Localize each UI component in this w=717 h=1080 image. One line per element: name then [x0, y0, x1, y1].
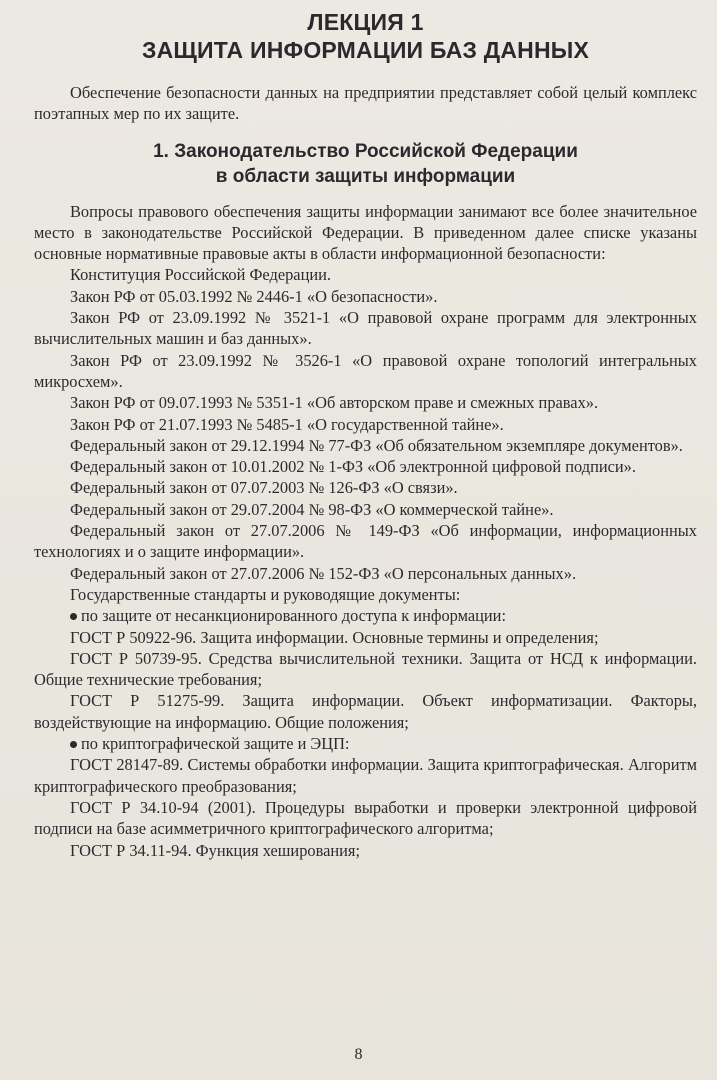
paragraph: Федеральный закон от 29.07.2004 № 98-ФЗ «О коммерческой тайне».	[70, 499, 554, 519]
paragraph: ГОСТ Р 34.11-94. Функция хеширования;	[70, 840, 361, 860]
paragraph: Закон РФ от 05.03.1992 № 2446-1 «О безопасности».	[70, 286, 438, 306]
paragraph: ГОСТ Р 50922-96. Защита информации. Основные термины и определения;	[70, 627, 599, 647]
bullet-icon	[70, 741, 77, 748]
paragraph: Федеральный закон от 07.07.2003 № 126-ФЗ «О связи».	[70, 478, 458, 498]
paragraph: ГОСТ 28147-89. Системы обработки информации. Защита криптографическая. Алгоритм криптографического преобразования;	[34, 755, 697, 796]
body-text	[34, 201, 697, 861]
paragraph: Федеральный закон от 29.12.1994 № 77-ФЗ «Об обязательном экземпляре документов».	[70, 435, 683, 455]
bullet-item	[34, 733, 697, 754]
paragraph: Вопросы правового обеспечения защиты информации занимают все более значительное место в законодательстве Российской Федерации. В приведенном далее списке указаны основные нормативные правовые акты в области информационной безопасности:	[34, 201, 697, 264]
bullet-text: по защите от несанкционированного доступа к информации:	[81, 606, 507, 626]
paragraph: Конституция Российской Федерации.	[70, 265, 331, 285]
intro-paragraph: Обеспечение безопасности данных на предприятии представляет собой целый комплекс поэтапных мер по их защите.	[34, 83, 697, 124]
paragraph: Федеральный закон от 27.07.2006 № 152-ФЗ «О персональных данных».	[70, 563, 577, 583]
paragraph: Государственные стандарты и руководящие документы:	[70, 584, 461, 604]
paragraph: Закон РФ от 09.07.1993 № 5351-1 «Об авторском праве и смежных правах».	[70, 393, 599, 413]
section-title	[34, 139, 697, 189]
paragraph: Закон РФ от 23.09.1992 № 3526-1 «О правовой охране топологий интегральных микросхем».	[34, 350, 697, 391]
lecture-title	[34, 8, 697, 64]
lecture-title-line-1: ЛЕКЦИЯ 1	[307, 9, 424, 35]
lecture-title-line-2: ЗАЩИТА ИНФОРМАЦИИ БАЗ ДАННЫХ	[141, 37, 590, 63]
paragraph: Федеральный закон от 27.07.2006 № 149-ФЗ «Об информации, информационных технологиях и о защите информации».	[34, 521, 697, 562]
section-title-line-1: 1. Законодательство Российской Федерации	[153, 140, 578, 162]
paragraph: Закон РФ от 23.09.1992 № 3521-1 «О правовой охране программ для электронных вычислительных машин и баз данных».	[34, 308, 697, 349]
paragraph: Федеральный закон от 10.01.2002 № 1-ФЗ «Об электронной цифровой подписи».	[70, 457, 636, 477]
bullet-icon	[70, 613, 77, 620]
paragraph: Закон РФ от 21.07.1993 № 5485-1 «О государственной тайне».	[70, 414, 504, 434]
paragraph: ГОСТ Р 50739-95. Средства вычислительной техники. Защита от НСД к информации. Общие технические требования;	[34, 648, 697, 690]
bullet-item	[34, 605, 697, 626]
bullet-text: по криптографической защите и ЭЦП:	[81, 734, 350, 754]
paragraph: ГОСТ Р 51275-99. Защита информации. Объект информатизации. Факторы, воздействующие на информацию. Общие положения;	[34, 691, 697, 732]
paragraph: ГОСТ Р 34.10-94 (2001). Процедуры выработки и проверки электронной цифровой подписи на базе асимметричного криптографического алгоритма;	[34, 797, 697, 839]
page-number: 8	[354, 1046, 363, 1063]
section-title-line-2: в области защиты информации	[215, 165, 516, 187]
